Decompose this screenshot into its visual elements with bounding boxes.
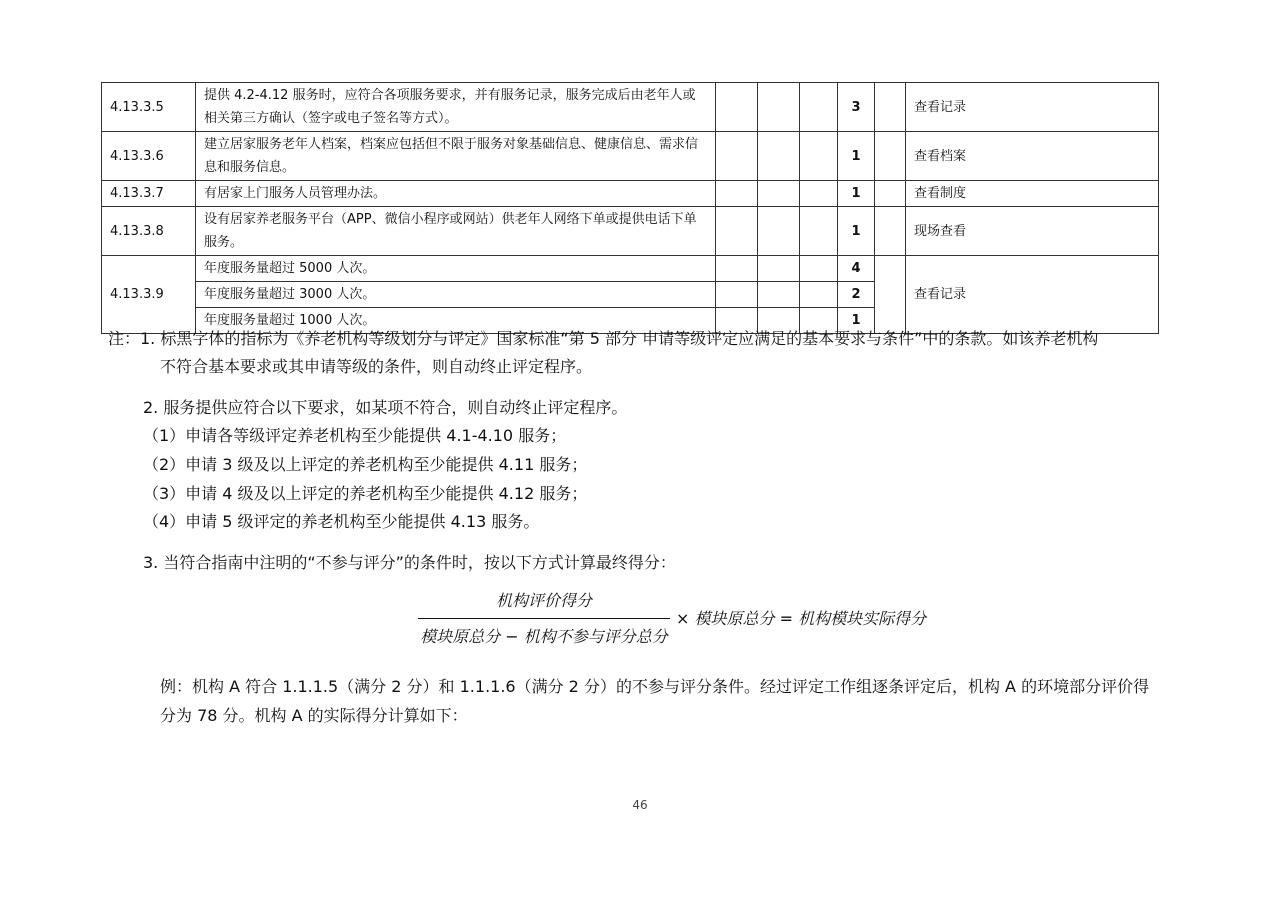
blank-cell <box>875 207 906 256</box>
blank-cell <box>800 207 838 256</box>
blank-cell <box>716 282 758 308</box>
item-score: 1 <box>838 308 875 334</box>
check-method: 查看记录 <box>906 256 1159 334</box>
blank-cell <box>800 181 838 207</box>
note-2: 2. 服务提供应符合以下要求，如某项不符合，则自动终止评定程序。 <box>143 398 628 417</box>
item-code: 4.13.3.9 <box>102 256 196 334</box>
score-formula <box>418 588 958 648</box>
page-number: 46 <box>632 798 648 812</box>
formula-result: × 模块原总分 = 机构模块实际得分 <box>676 609 927 628</box>
blank-cell <box>875 256 906 334</box>
table-row <box>102 83 1159 132</box>
item-code: 4.13.3.5 <box>102 83 196 132</box>
blank-cell <box>716 181 758 207</box>
note-1-line-2: 不符合基本要求或其申请等级的条件，则自动终止评定程序。 <box>160 357 593 376</box>
item-description: 年度服务量超过 5000 人次。 <box>196 256 716 282</box>
note-2-item: （4）申请 5 级评定的养老机构至少能提供 4.13 服务。 <box>143 512 540 531</box>
item-code: 4.13.3.7 <box>102 181 196 207</box>
item-score: 1 <box>838 181 875 207</box>
table-row <box>102 207 1159 256</box>
check-method: 查看记录 <box>906 83 1159 132</box>
blank-cell <box>758 207 800 256</box>
note-2-item: （2）申请 3 级及以上评定的养老机构至少能提供 4.11 服务； <box>143 455 588 474</box>
item-code: 4.13.3.6 <box>102 132 196 181</box>
note-1-line-1: 注：1. 标黑字体的指标为《养老机构等级划分与评定》国家标准“第 5 部分 申请等级评定应满足的基本要求与条件”中的条款。如该养老机构 <box>108 329 1099 348</box>
criteria-table <box>101 82 1159 334</box>
table-row <box>102 132 1159 181</box>
item-score: 1 <box>838 207 875 256</box>
note-2-item: （3）申请 4 级及以上评定的养老机构至少能提供 4.12 服务； <box>143 484 588 503</box>
blank-cell <box>758 181 800 207</box>
blank-cell <box>758 282 800 308</box>
blank-cell <box>716 207 758 256</box>
item-description: 年度服务量超过 1000 人次。 <box>196 308 716 334</box>
example-line-1: 例：机构 A 符合 1.1.1.5（满分 2 分）和 1.1.1.6（满分 2 分）的不参与评分条件。经过评定工作组逐条评定后，机构 A 的环境部分评价得 <box>160 677 1150 696</box>
blank-cell <box>716 256 758 282</box>
blank-cell <box>758 132 800 181</box>
item-description: 设有居家养老服务平台（APP、微信小程序或网站）供老年人网络下单或提供电话下单服务。 <box>196 207 716 256</box>
blank-cell <box>758 83 800 132</box>
blank-cell <box>800 83 838 132</box>
blank-cell <box>875 181 906 207</box>
blank-cell <box>758 256 800 282</box>
note-3: 3. 当符合指南中注明的“不参与评分”的条件时，按以下方式计算最终得分： <box>143 553 676 572</box>
note-2-item: （1）申请各等级评定养老机构至少能提供 4.1-4.10 服务； <box>143 426 567 445</box>
item-description: 有居家上门服务人员管理办法。 <box>196 181 716 207</box>
item-score: 2 <box>838 282 875 308</box>
blank-cell <box>875 132 906 181</box>
check-method: 查看制度 <box>906 181 1159 207</box>
blank-cell <box>800 132 838 181</box>
item-code: 4.13.3.8 <box>102 207 196 256</box>
blank-cell <box>716 132 758 181</box>
fraction-bar <box>418 618 670 619</box>
blank-cell <box>800 256 838 282</box>
item-score: 4 <box>838 256 875 282</box>
table-row <box>102 181 1159 207</box>
table-row <box>102 256 1159 282</box>
item-description: 提供 4.2-4.12 服务时，应符合各项服务要求，并有服务记录，服务完成后由老年人或相关第三方确认（签字或电子签名等方式）。 <box>196 83 716 132</box>
blank-cell <box>875 83 906 132</box>
item-score: 3 <box>838 83 875 132</box>
blank-cell <box>716 83 758 132</box>
formula-numerator: 机构评价得分 <box>495 591 592 610</box>
blank-cell <box>800 282 838 308</box>
item-description: 建立居家服务老年人档案，档案应包括但不限于服务对象基础信息、健康信息、需求信息和服务信息。 <box>196 132 716 181</box>
item-score: 1 <box>838 132 875 181</box>
check-method: 查看档案 <box>906 132 1159 181</box>
check-method: 现场查看 <box>906 207 1159 256</box>
example-line-2: 分为 78 分。机构 A 的实际得分计算如下： <box>160 706 468 725</box>
item-description: 年度服务量超过 3000 人次。 <box>196 282 716 308</box>
formula-denominator: 模块原总分 − 机构不参与评分总分 <box>420 627 668 646</box>
